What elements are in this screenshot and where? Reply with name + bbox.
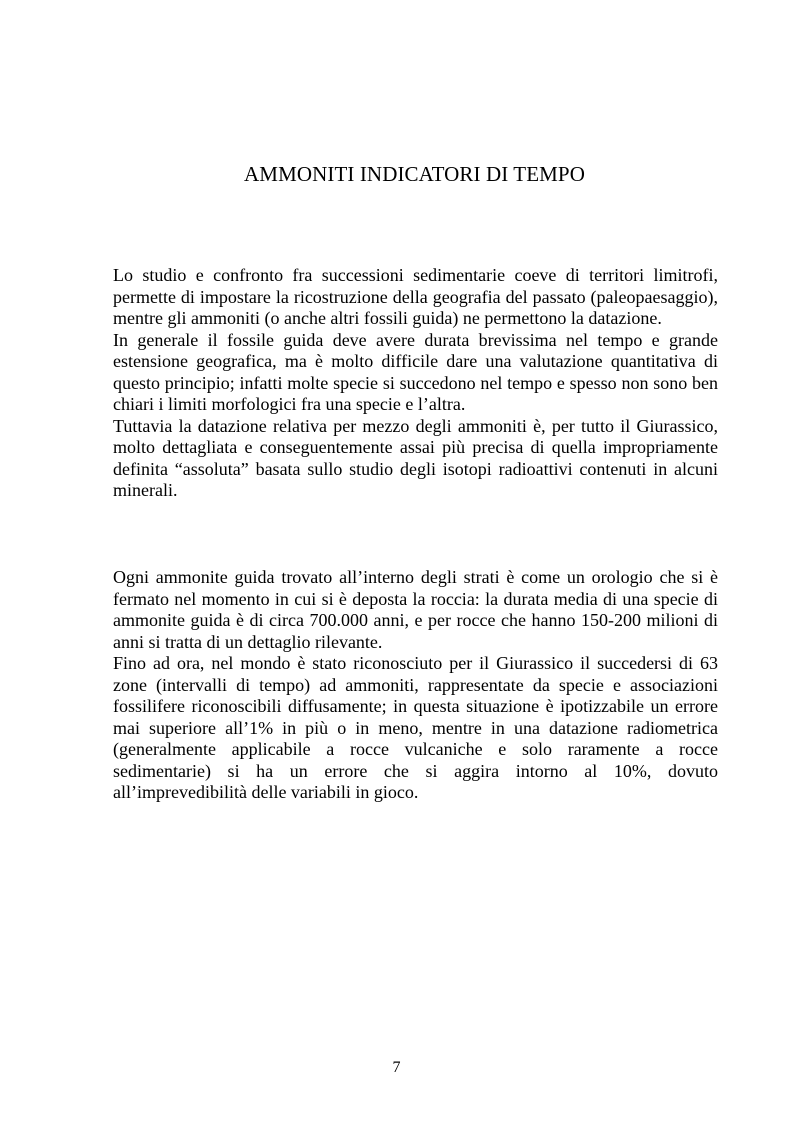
- section-dating-overview: [113, 265, 718, 502]
- paragraph: Ogni ammonite guida trovato all’interno degli strati è come un orologio che si è fermato nel momento in cui si è deposta la roccia: la durata media di una specie di ammonite guida è di circa 700.000 anni, e per rocce che hanno 150-200 milioni di anni si tratta di un dettaglio rilevante.: [113, 567, 718, 652]
- page-number: 7: [392, 1059, 401, 1076]
- paragraph: Tuttavia la datazione relativa per mezzo degli ammoniti è, per tutto il Giurassico, molto dettagliata e conseguentemente assai più precisa di quella impropriamente definita “assoluta” basata sullo studio degli isotopi radioattivi contenuti in alcuni minerali.: [113, 415, 718, 500]
- paragraph: Lo studio e confronto fra successioni sedimentarie coeve di territori limitrofi, permette di impostare la ricostruzione della geografia del passato (paleopaesaggio), mentre gli ammoniti (o anche altri fossili guida) ne permettono la datazione.: [113, 265, 718, 328]
- paragraph: In generale il fossile guida deve avere durata brevissima nel tempo e grande estensione geografica, ma è molto difficile dare una valutazione quantitativa di questo principio; infatti molte specie si succedono nel tempo e spesso non sono ben chiari i limiti morfologici fra una specie e l’altra.: [113, 329, 718, 414]
- section-ammonite-clock: [113, 567, 718, 804]
- paragraph: Fino ad ora, nel mondo è stato riconosciuto per il Giurassico il succedersi di 63 zone (intervalli di tempo) ad ammoniti, rappresentate da specie e associazioni fossilifere riconoscibili diffusamente; in questa situazione è ipotizzabile un errore mai superiore all’1% in più o in meno, mentre in una datazione radiometrica (generalmente applicabile a rocce vulcaniche e solo raramente a rocce sedimentarie) si ha un errore che si aggira intorno al 10%, dovuto all’imprevedibilità delle variabili in gioco.: [113, 653, 718, 802]
- page-title: AMMONITI INDICATORI DI TEMPO: [244, 162, 585, 186]
